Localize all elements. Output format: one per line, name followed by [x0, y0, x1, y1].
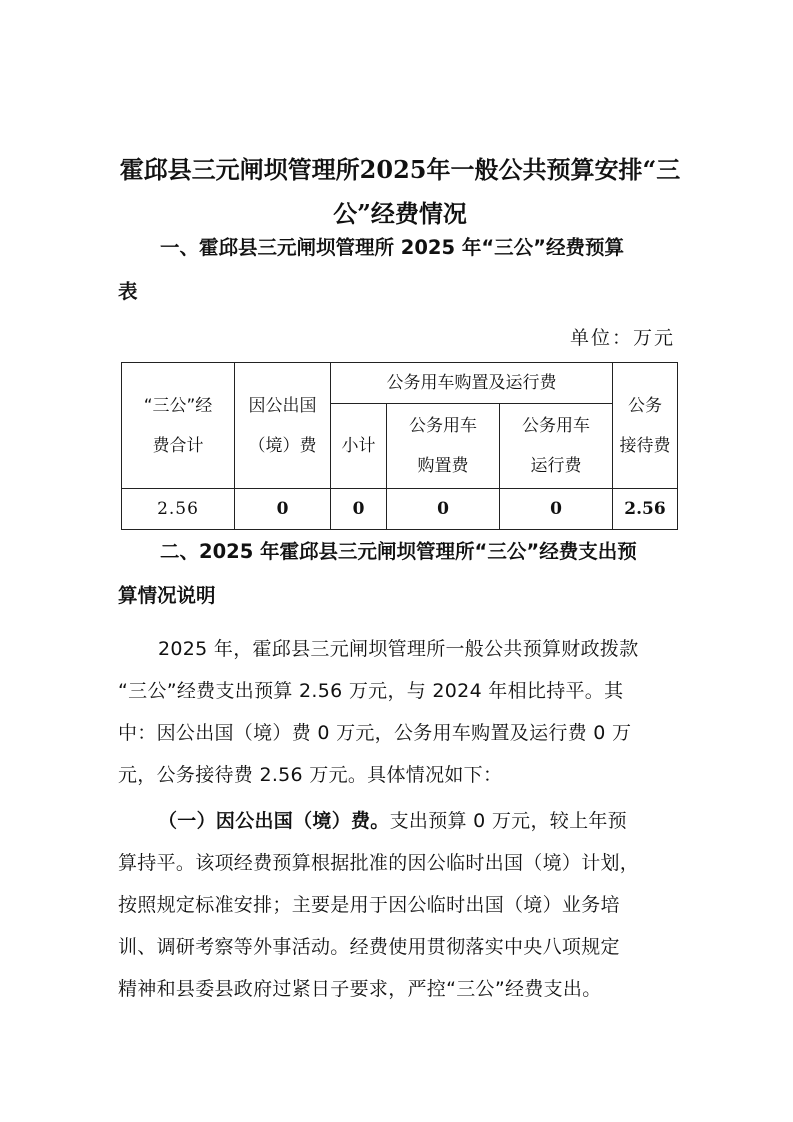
budget-table	[121, 362, 678, 530]
paragraph-summary-line-1: 2025 年，霍邱县三元闸坝管理所一般公共预算财政拨款	[158, 638, 639, 660]
header-total-cell	[122, 363, 235, 489]
header-operation-cell	[500, 404, 613, 489]
paragraph-summary	[118, 628, 678, 796]
document-title	[110, 148, 690, 236]
header-vehicle-group: 公务用车购置及运行费	[331, 363, 613, 404]
paragraph-abroad-line-5: 精神和县委县政府过紧日子要求，严控“三公”经费支出。	[118, 978, 602, 1000]
header-abroad-cell	[235, 363, 331, 489]
paragraph-summary-line-3: 中：因公出国（境）费 0 万元，公务用车购置及运行费 0 万	[118, 722, 632, 744]
header-abroad-line-2: （境）费	[248, 435, 317, 456]
paragraph-abroad-line-4: 训、调研考察等外事活动。经费使用贯彻落实中央八项规定	[118, 936, 620, 958]
section-heading-1	[118, 226, 678, 314]
header-total-line-2: 费合计	[152, 435, 204, 456]
section-heading-2	[118, 530, 678, 618]
value-operation: 0	[500, 489, 613, 530]
value-subtotal: 0	[331, 489, 387, 530]
header-total-line-1: “三公”经	[143, 395, 213, 416]
paragraph-abroad-line-3: 按照规定标准安排；主要是用于因公临时出国（境）业务培	[118, 894, 620, 916]
value-abroad: 0	[235, 489, 331, 530]
header-reception-line-1: 公务	[628, 395, 662, 416]
unit-label: 单位：万元	[569, 327, 675, 349]
section-heading-1-line-2: 表	[118, 280, 138, 303]
paragraph-abroad-heading: （一）因公出国（境）费。	[158, 810, 390, 832]
title-line-1: 霍邱县三元闸坝管理所2025年一般公共预算安排“三	[119, 155, 681, 184]
paragraph-abroad-line-2: 算持平。该项经费预算根据批准的因公临时出国（境）计划，	[118, 852, 640, 874]
value-purchase: 0	[387, 489, 500, 530]
title-line-2: 公”经费情况	[333, 199, 467, 228]
paragraph-abroad	[118, 800, 678, 1010]
table-row	[122, 489, 678, 530]
paragraph-summary-line-2: “三公”经费支出预算 2.56 万元，与 2024 年相比持平。其	[118, 680, 624, 702]
header-subtotal: 小计	[331, 404, 387, 489]
paragraph-abroad-line-1	[118, 800, 678, 842]
paragraph-summary-line-4: 元，公务接待费 2.56 万元。具体情况如下：	[118, 764, 503, 786]
header-purchase-line-1: 公务用车	[409, 416, 477, 436]
header-operation-line-1: 公务用车	[522, 416, 590, 436]
table-header-row-1	[122, 363, 678, 404]
header-reception-line-2: 接待费	[619, 435, 671, 456]
header-purchase-line-2: 购置费	[417, 456, 469, 476]
value-reception: 2.56	[613, 489, 678, 530]
header-abroad-line-1: 因公出国	[248, 395, 317, 416]
section-heading-1-line-1: 一、霍邱县三元闸坝管理所 2025 年“三公”经费预算	[160, 236, 624, 259]
header-purchase-cell	[387, 404, 500, 489]
section-heading-2-line-1: 二、2025 年霍邱县三元闸坝管理所“三公”经费支出预	[160, 540, 637, 563]
paragraph-abroad-line-1-rest: 支出预算 0 万元，较上年预	[389, 810, 627, 832]
value-total: 2.56	[122, 489, 235, 530]
header-reception-cell	[613, 363, 678, 489]
section-heading-2-line-2: 算情况说明	[118, 584, 216, 607]
header-operation-line-2: 运行费	[530, 456, 582, 476]
